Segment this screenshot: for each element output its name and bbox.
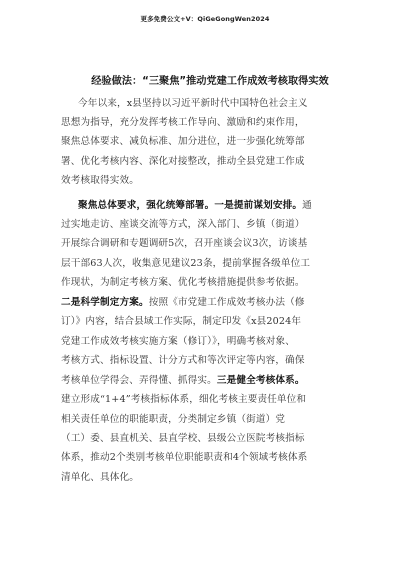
body-text: 考核方式、指标设置、计分方式和等次评定等内容，确保 (61, 355, 305, 366)
body-line (61, 411, 285, 425)
body-text: 订）》内容，结合县域工作实际，制定印发《x县2024年 (61, 316, 302, 327)
body-text: 层干部63人次，收集意见建议23条，提前掌握各级单位工 (61, 258, 311, 269)
body-line (61, 449, 307, 463)
body-text: 建立形成“1+4”考核指标体系，细化考核主要责任单位和 (61, 394, 307, 405)
article-title: 经验做法：“三聚焦”推动党建工作成效考核取得实效 (91, 76, 329, 87)
body-text: 署、优化考核内容、深化对接整改，推动全县党建工作成 (61, 156, 305, 167)
body-text: 聚焦总体要求、减负标准、加分进位，进一步强化统筹部 (61, 136, 305, 147)
body-line (61, 469, 139, 483)
body-text: 清单化、具体化。 (61, 472, 139, 483)
body-text: 思想为指导，充分发挥考核工作导向、激励和约束作用， (61, 117, 305, 128)
bold-heading-text: 三是健全考核体系。 (216, 375, 305, 386)
body-text: 体系，推动2个类别考核单位职能职责和4个领域考核体系 (61, 452, 308, 463)
body-line (61, 216, 305, 230)
body-line (61, 294, 305, 308)
body-line (78, 197, 312, 211)
body-text: 作现状，为制定考核方案、优化考核措施提供参考依据。 (61, 277, 305, 288)
body-text: 相关责任单位的职能职责，分类制定乡镇（街道）党 (61, 414, 286, 425)
body-line (61, 255, 310, 269)
body-text: （工）委、县直机关、县直学校、县级公立医院考核指标 (61, 433, 305, 444)
bold-heading-text: 聚焦总体要求，强化统筹部署。一是提前谋划安排。 (78, 200, 303, 211)
body-line (61, 114, 305, 128)
page-header-text: 更多免费公文+V：QiGeGongWen2024 (140, 15, 270, 23)
body-line (61, 333, 295, 347)
body-text: 效考核取得实效。 (61, 175, 139, 186)
body-line (61, 235, 307, 249)
body-line (61, 313, 301, 327)
body-text: 通 (302, 200, 312, 211)
body-line (78, 95, 308, 109)
body-text: 开展综合调研和专题调研5次，召开座谈会议3次，访谈基 (61, 238, 308, 249)
body-text: 按照《市党建工作成效考核办法（修 (148, 297, 305, 308)
body-line (61, 352, 305, 366)
body-line (61, 372, 305, 386)
body-line (61, 153, 305, 167)
body-text: 今年以来，x县坚持以习近平新时代中国特色社会主义 (78, 98, 308, 109)
body-line (61, 172, 139, 186)
body-text: 党建工作成效考核实施方案（修订）》，明确考核对象、 (61, 336, 295, 347)
body-line (61, 274, 305, 288)
body-text: 考核单位学得会、弄得懂、抓得实。 (61, 375, 217, 386)
body-line (61, 391, 306, 405)
body-line (61, 133, 305, 147)
bold-heading-text: 二是科学制定方案。 (61, 297, 149, 308)
body-text: 过实地走访、座谈交流等方式，深入部门、乡镇（街道） (61, 219, 305, 230)
body-line (61, 430, 305, 444)
